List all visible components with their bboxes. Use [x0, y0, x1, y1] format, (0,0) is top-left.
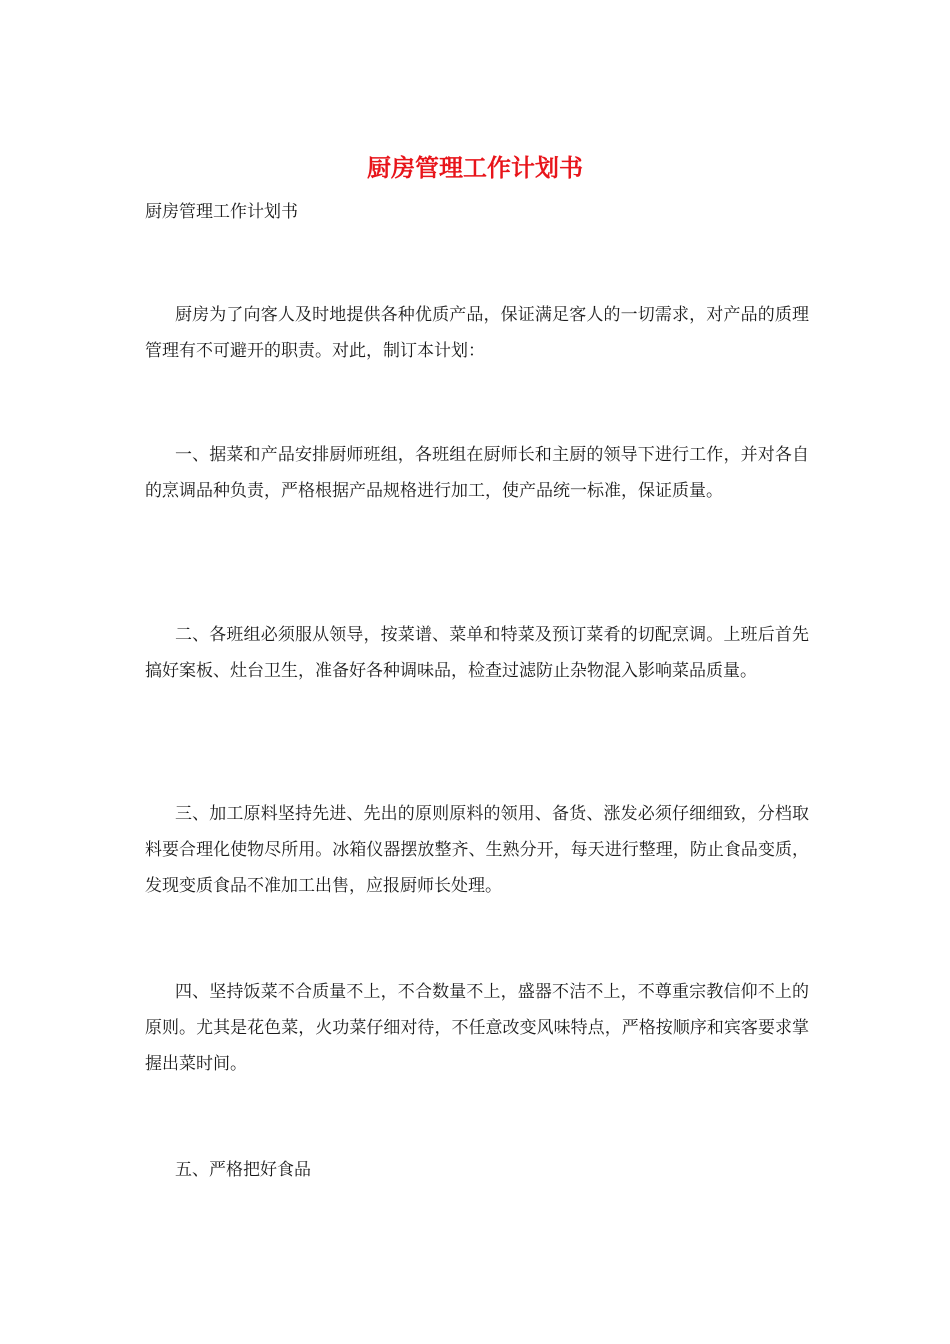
document-subtitle: 厨房管理工作计划书	[145, 202, 298, 222]
paragraph-item-5: 五、严格把好食品	[175, 1160, 311, 1180]
paragraph-item-4: 四、坚持饭菜不合质量不上，不合数量不上，盛器不洁不上，不尊重宗教信仰不上的原则。尤其是花色菜，火功菜仔细对待，不任意改变风味特点，严格按顺序和宾客要求掌握出菜时间。	[145, 982, 809, 1074]
paragraph-item-1: 一、据菜和产品安排厨师班组，各班组在厨师长和主厨的领导下进行工作，并对各自的烹调品种负责，严格根据产品规格进行加工，使产品统一标准，保证质量。	[145, 445, 809, 501]
paragraph-item-2: 二、各班组必须服从领导，按菜谱、菜单和特菜及预订菜肴的切配烹调。上班后首先搞好案板、灶台卫生，准备好各种调味品，检查过滤防止杂物混入影响菜品质量。	[145, 625, 809, 681]
paragraph-item-3: 三、加工原料坚持先进、先出的原则原料的领用、备货、涨发必须仔细细致，分档取料要合理化使物尽所用。冰箱仪器摆放整齐、生熟分开，每天进行整理，防止食品变质，发现变质食品不准加工出售，应报厨师长处理。	[145, 804, 809, 896]
document-title: 厨房管理工作计划书	[367, 153, 583, 182]
paragraph-intro: 厨房为了向客人及时地提供各种优质产品，保证满足客人的一切需求，对产品的质理管理有不可避开的职责。对此，制订本计划：	[145, 305, 809, 361]
